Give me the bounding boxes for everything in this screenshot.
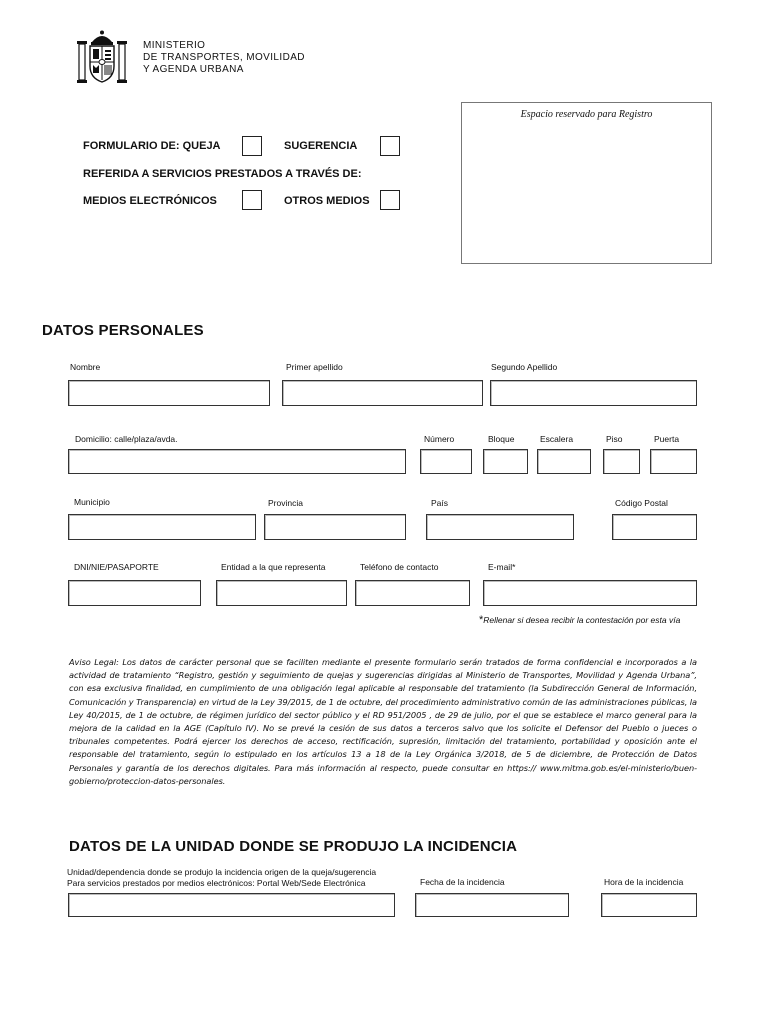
codigo-postal-label: Código Postal xyxy=(615,498,668,508)
datos-personales-title: DATOS PERSONALES xyxy=(42,322,204,339)
dni-input[interactable] xyxy=(68,580,201,606)
telefono-input[interactable] xyxy=(355,580,470,606)
nombre-input[interactable] xyxy=(68,380,270,406)
domicilio-label: Domicilio: calle/plaza/avda. xyxy=(75,434,178,444)
hora-input[interactable] xyxy=(601,893,697,917)
municipio-label: Municipio xyxy=(74,497,110,507)
email-note-asterisk: * xyxy=(479,614,484,626)
numero-input[interactable] xyxy=(420,449,472,474)
registry-label: Espacio reservado para Registro xyxy=(520,109,653,120)
unidad-input[interactable] xyxy=(68,893,395,917)
otros-medios-label: OTROS MEDIOS xyxy=(284,195,370,207)
sugerencia-checkbox[interactable] xyxy=(380,136,400,156)
fecha-input[interactable] xyxy=(415,893,569,917)
piso-input[interactable] xyxy=(603,449,640,474)
ministry-name xyxy=(143,40,305,76)
nombre-label: Nombre xyxy=(70,362,101,372)
legal-notice: Aviso Legal: Los datos de carácter personal que se faciliten mediante el presente formulario serán tratados de forma confidencial e incorporados a la actividad de tratamiento “Registro, gestión y seguimiento de quejas y sugerencias dirigidas al Ministerio de Transportes, Movilidad y Agenda Urbana”, con esa exclusiva finalidad, en cumplimiento de una obligación legal aplicable al responsable del tratamiento (la Subdirección General de Información, Comunicación y Transparencia) en virtud de la Ley 39/2015, de 1 de octubre, del procedimiento administrativo común de las administraciones públicas, la Ley 40/2015, de 1 de octubre, de régimen jurídico del sector público y el RD 951/2005 , de 29 de julio, por el que se establece el marco general para la mejora de la calidad en la AGE (Capítulo IV). No se prevé la cesión de sus datos a terceros salvo que los solicite el Defensor del Pueblo o jueces o tribunales competentes. Podrá ejercer los derechos de acceso, rectificación, supresión, limitación del tratamiento, portabilidad y oposición ante el responsable del tratamiento, según lo estipulado en los artículos 13 a 18 de la Ley Orgánica 3/2018, de 5 de diciembre, de Protección de Datos Personales y garantía de los derechos digitales. Para más información al respecto, puede consultar en https:// www.mitma.gob.es/el-ministerio/buen-gobierno/proteccion-datos-personales. xyxy=(69,657,697,786)
otros-medios-checkbox[interactable] xyxy=(380,190,400,210)
telefono-label: Teléfono de contacto xyxy=(360,562,439,572)
sugerencia-label: SUGERENCIA xyxy=(284,140,358,152)
primer-apellido-label: Primer apellido xyxy=(286,362,343,372)
ministry-line-2: DE TRANSPORTES, MOVILIDAD xyxy=(143,52,305,63)
queja-label: FORMULARIO DE: QUEJA xyxy=(83,140,221,152)
escalera-input[interactable] xyxy=(537,449,591,474)
dni-label: DNI/NIE/PASAPORTE xyxy=(74,562,159,572)
medios-electronicos-checkbox[interactable] xyxy=(242,190,262,210)
spanish-coat-of-arms-icon xyxy=(76,30,128,86)
referida-label: REFERIDA A SERVICIOS PRESTADOS A TRAVÉS DE: xyxy=(83,168,362,180)
registry-box xyxy=(461,102,712,264)
entidad-label: Entidad a la que representa xyxy=(221,562,326,572)
primer-apellido-input[interactable] xyxy=(282,380,483,406)
pais-input[interactable] xyxy=(426,514,574,540)
entidad-input[interactable] xyxy=(216,580,347,606)
queja-checkbox[interactable] xyxy=(242,136,262,156)
unidad-label xyxy=(67,867,376,889)
puerta-label: Puerta xyxy=(654,434,680,444)
provincia-label: Provincia xyxy=(268,498,303,508)
puerta-input[interactable] xyxy=(650,449,697,474)
email-note xyxy=(479,614,680,626)
codigo-postal-input[interactable] xyxy=(612,514,697,540)
email-label: E-mail* xyxy=(488,562,516,572)
hora-label: Hora de la incidencia xyxy=(604,877,684,887)
segundo-apellido-label: Segundo Apellido xyxy=(491,362,558,372)
bloque-input[interactable] xyxy=(483,449,528,474)
medios-electronicos-label: MEDIOS ELECTRÓNICOS xyxy=(83,195,217,207)
fecha-label: Fecha de la incidencia xyxy=(420,877,505,887)
domicilio-input[interactable] xyxy=(68,449,406,474)
email-input[interactable] xyxy=(483,580,697,606)
unidad-label-line-1: Unidad/dependencia donde se produjo la incidencia origen de la queja/sugerencia xyxy=(67,867,377,877)
provincia-input[interactable] xyxy=(264,514,406,540)
datos-unidad-title: DATOS DE LA UNIDAD DONDE SE PRODUJO LA INCIDENCIA xyxy=(69,838,518,855)
ministry-line-1: MINISTERIO xyxy=(143,40,206,51)
ministry-line-3: Y AGENDA URBANA xyxy=(143,64,244,75)
email-note-text: Rellenar si desea recibir la contestación por esta vía xyxy=(483,615,681,625)
bloque-label: Bloque xyxy=(488,434,515,444)
municipio-input[interactable] xyxy=(68,514,256,540)
segundo-apellido-input[interactable] xyxy=(490,380,697,406)
unidad-label-line-2: Para servicios prestados por medios electrónicos: Portal Web/Sede Electrónica xyxy=(67,878,366,888)
escalera-label: Escalera xyxy=(540,434,574,444)
pais-label: País xyxy=(431,498,449,508)
numero-label: Número xyxy=(424,434,455,444)
piso-label: Piso xyxy=(606,434,623,444)
